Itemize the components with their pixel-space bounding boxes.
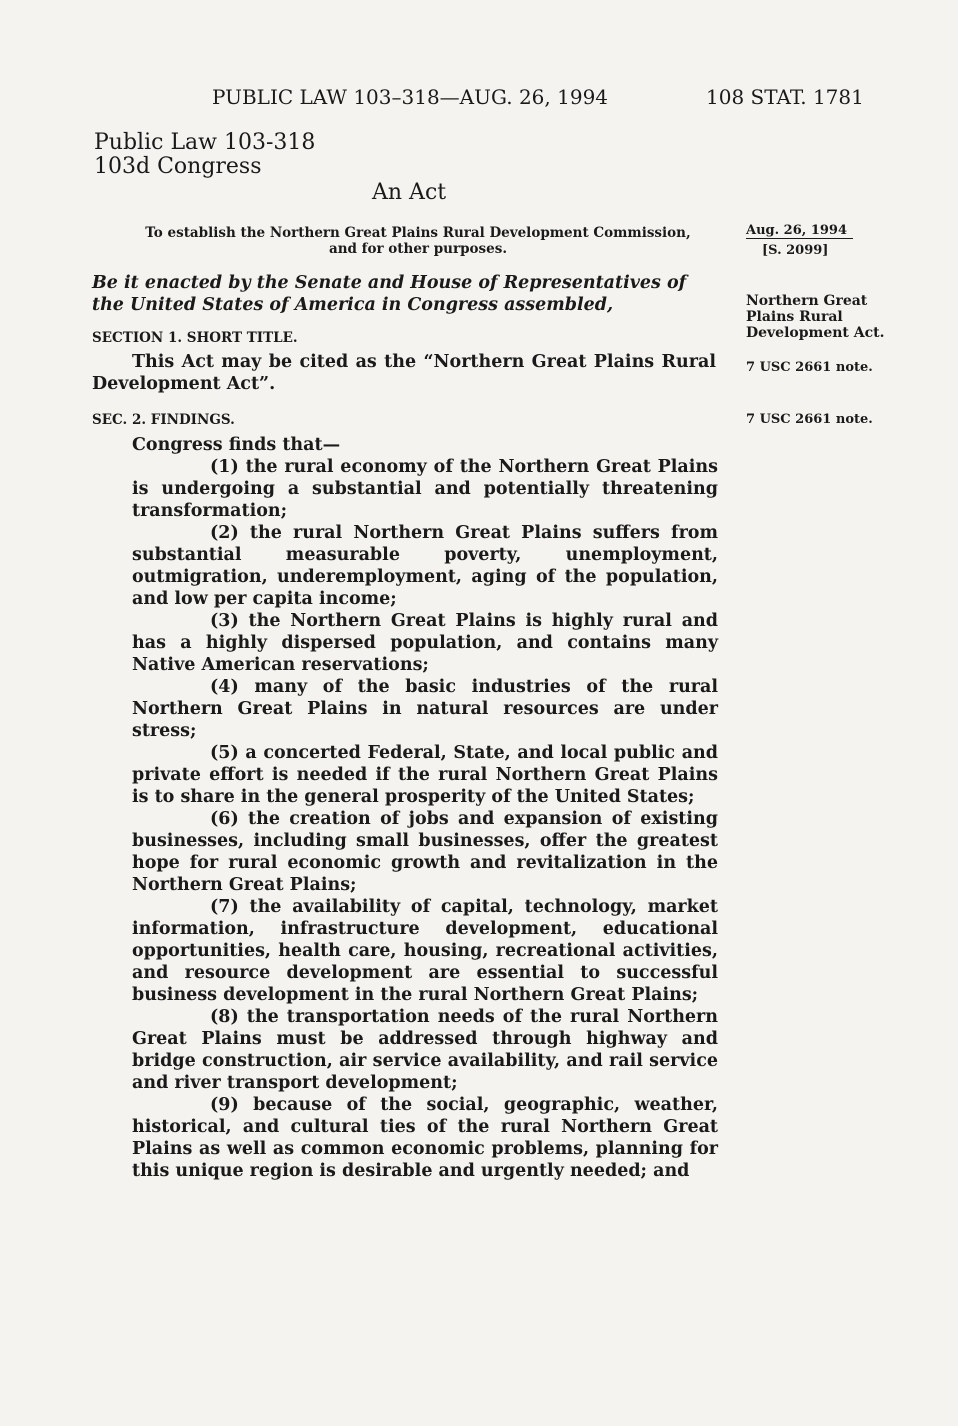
running-head: PUBLIC LAW 103–318—AUG. 26, 1994 [212, 85, 609, 109]
section-1-heading: SECTION 1. SHORT TITLE. [92, 330, 298, 346]
margin-bill-number: [S. 2099] [762, 243, 829, 258]
enacting-clause: Be it enacted by the Senate and House of Representatives of the United States of America in Congress assembled, [92, 273, 687, 315]
finding-item: (5) a concerted Federal, State, and local public and private effort is needed if the rural Northern Great Plains is to share in the general prosperity of the United States; [132, 743, 718, 807]
finding-item: (8) the transportation needs of the rural Northern Great Plains must be addressed through highway and bridge construction, air service availability, and rail service and river transport development; [132, 1007, 718, 1093]
finding-item: (7) the availability of capital, technology, market information, infrastructure development, educational opportunities, health care, housing, recreational activities, and resource development are essential to successful business development in the rural Northern Great Plains; [132, 897, 718, 1005]
act-title: An Act [372, 180, 447, 205]
margin-short-title-note: Northern Great Plains Rural Development Act. [746, 293, 885, 341]
finding-item: (2) the rural Northern Great Plains suffers from substantial measurable poverty, unemployment, outmigration, underemployment, aging of the population, and low per capita income; [132, 523, 718, 609]
margin-date: Aug. 26, 1994 [746, 223, 853, 239]
purpose-statement: To establish the Northern Great Plains Rural Development Commission, and for other purposes. [145, 225, 691, 257]
finding-item: (3) the Northern Great Plains is highly rural and has a highly dispersed population, and contains many Native American reservations; [132, 611, 718, 675]
congress-number: 103d Congress [94, 154, 262, 179]
finding-item: (9) because of the social, geographic, weather, historical, and cultural ties of the rural Northern Great Plains as well as common economic problems, planning for this unique region is desirable and urgently needed; and [132, 1095, 718, 1181]
margin-usc-note-2: 7 USC 2661 note. [746, 412, 873, 427]
section-2-intro: Congress finds that— [132, 435, 341, 455]
findings-list [92, 456, 718, 1182]
margin-usc-note-1: 7 USC 2661 note. [746, 360, 873, 375]
public-law-number: Public Law 103-318 [94, 130, 316, 155]
finding-item: (4) many of the basic industries of the rural Northern Great Plains in natural resources are under stress; [132, 677, 718, 741]
finding-item: (6) the creation of jobs and expansion of existing businesses, including small businesses, offer the greatest hope for rural economic growth and revitalization in the Northern Great Plains; [132, 809, 718, 895]
section-2-heading: SEC. 2. FINDINGS. [92, 412, 235, 428]
statute-page-number: 108 STAT. 1781 [706, 85, 864, 109]
finding-item: (1) the rural economy of the Northern Great Plains is undergoing a substantial and potentially threatening transformation; [132, 457, 718, 521]
section-1-text: This Act may be cited as the “Northern Great Plains Rural Development Act”. [92, 352, 716, 394]
